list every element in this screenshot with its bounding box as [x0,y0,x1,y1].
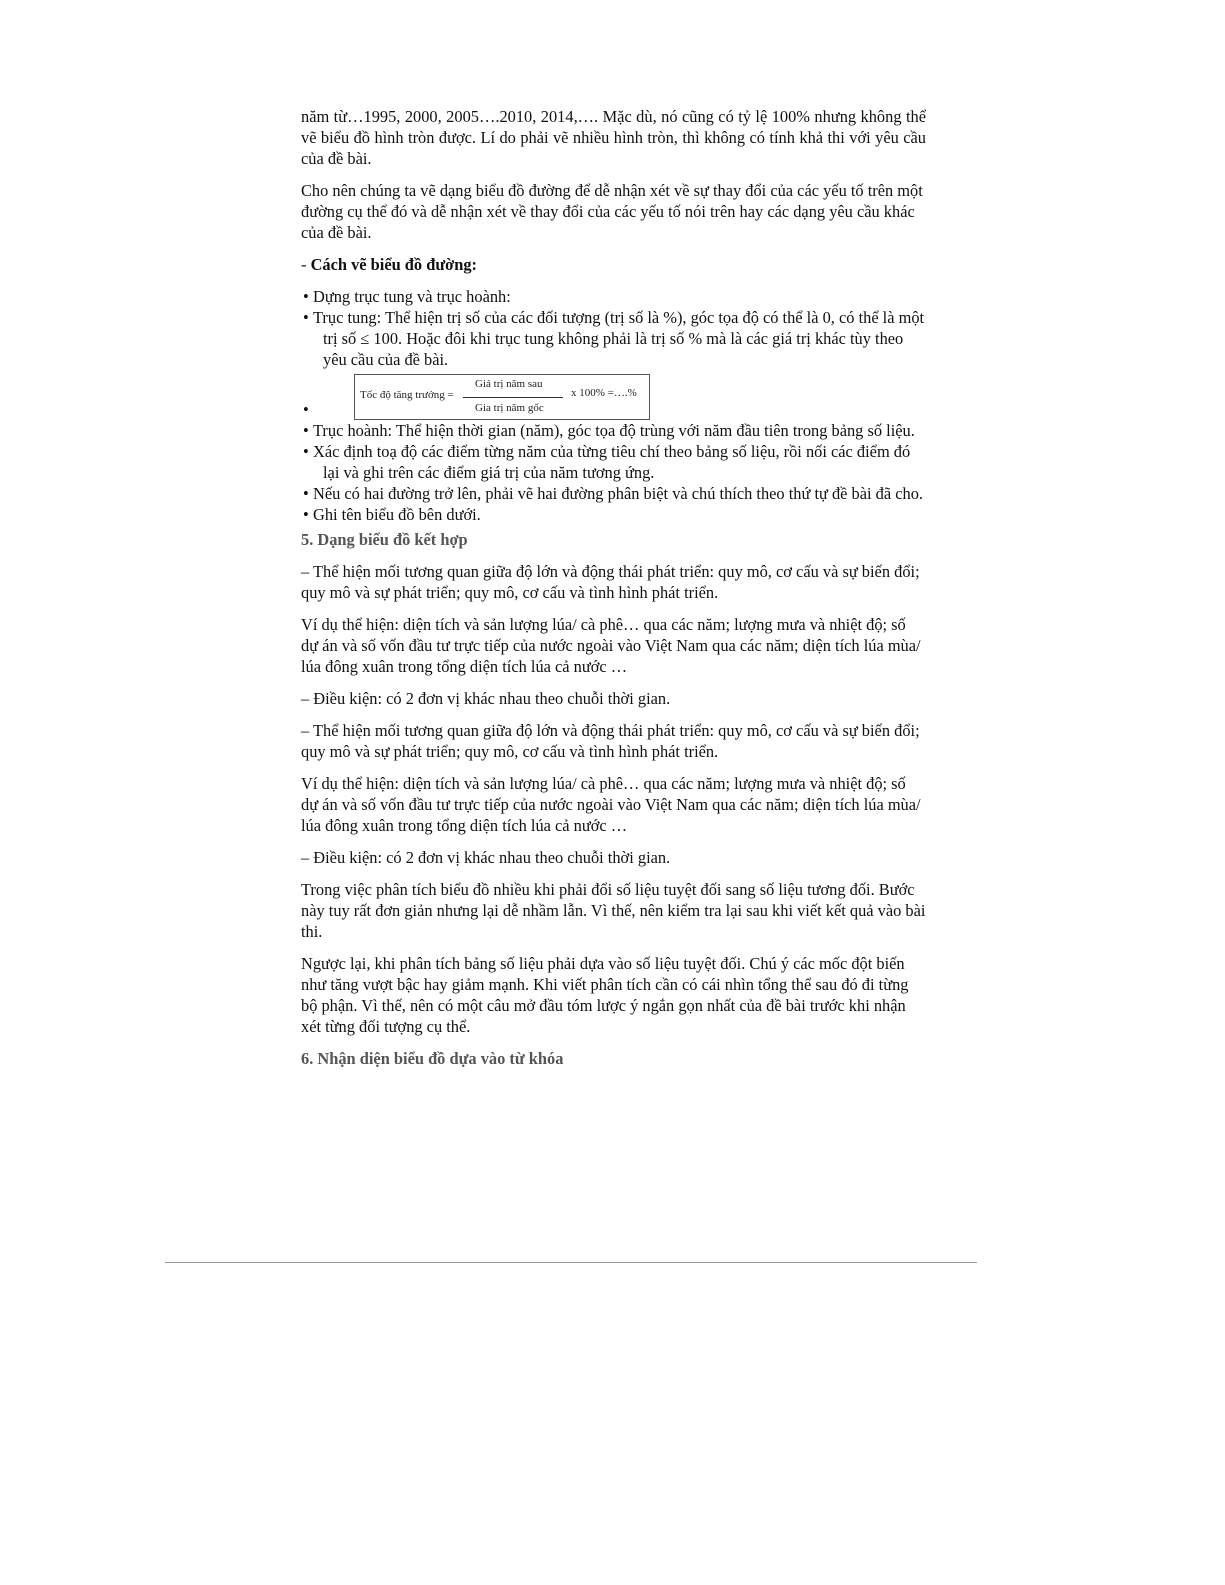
formula-list-item [293,374,926,419]
bullet-icon: • [303,287,309,306]
bullet-icon: • [303,505,309,524]
paragraph: – Thể hiện mối tương quan giữa độ lớn và động thái phát triển: quy mô, cơ cấu và sự biến đổi; quy mô và sự phát triển; quy mô, cơ cấu và tình hình phát triển. [301,562,920,602]
list-item-text: Trục tung: Thể hiện trị số của các đối tượng (trị số là %), góc tọa độ có thể là 0, có thể là một trị số ≤ 100. Hoặc đôi khi trục tung không phải là trị số % mà là các giá trị khác tùy theo yêu cầu của đề bài. [313,308,925,369]
subheading-prefix: - [301,255,311,274]
document-page [301,106,926,1080]
list-item [293,420,926,441]
growth-rate-formula [354,374,650,420]
bullet-list [301,286,926,370]
bullet-icon: • [303,308,309,327]
list-item-text: Ghi tên biểu đồ bên dưới. [313,505,481,524]
list-item [293,286,926,307]
paragraph: Cho nên chúng ta vẽ dạng biểu đồ đường để dễ nhận xét về sự thay đổi của các yếu tố trên một đường cụ thể đó và dễ nhận xét về thay đổi của các yếu tố nói trên hay các dạng yêu cầu khác của đề bài. [301,181,923,242]
list-item [293,504,926,525]
list-item [293,307,926,370]
paragraph: – Thể hiện mối tương quan giữa độ lớn và động thái phát triển: quy mô, cơ cấu và sự biến đổi; quy mô và sự phát triển; quy mô, cơ cấu và tình hình phát triển. [301,721,920,761]
fraction-bar [463,397,563,398]
bullet-icon: • [303,400,309,419]
paragraph: Ví dụ thể hiện: diện tích và sản lượng lúa/ cà phê… qua các năm; lượng mưa và nhiệt độ; số dự án và số vốn đầu tư trực tiếp của nước ngoài vào Việt Nam qua các năm; diện tích lúa mùa/ lúa đông xuân trong tổng diện tích lúa cả nước … [301,615,921,676]
list-item-text: Nếu có hai đường trở lên, phải vẽ hai đường phân biệt và chú thích theo thứ tự đề bài đã cho. [313,484,924,503]
formula-numerator: Giá trị năm sau [475,378,543,390]
list-item [293,483,926,504]
subheading-how-to-draw [301,254,926,275]
list-item-text: Xác định toạ độ các điểm từng năm của từng tiêu chí theo bảng số liệu, rồi nối các điểm đó lại và ghi trên các điểm giá trị của năm tương ứng. [313,442,911,482]
list-item [293,441,926,483]
bullet-icon: • [303,484,309,503]
page-footer-divider [165,1262,977,1263]
paragraph: – Điều kiện: có 2 đơn vị khác nhau theo chuỗi thời gian. [301,689,671,708]
paragraph: năm từ…1995, 2000, 2005….2010, 2014,…. Mặc dù, nó cũng có tỷ lệ 100% nhưng không thể vẽ biểu đồ hình tròn được. Lí do phải vẽ nhiều hình tròn, thì không có tính khả thi với yêu cầu của đề bài. [301,107,926,168]
section-heading-6: 6. Nhận diện biểu đồ dựa vào từ khóa [301,1049,564,1068]
section-heading-5: 5. Dạng biểu đồ kết hợp [301,530,468,549]
formula-denominator: Gia trị năm gốc [475,402,544,414]
formula-lhs: Tốc độ tăng trưởng = [360,389,454,401]
paragraph: Ngược lại, khi phân tích bảng số liệu phải dựa vào số liệu tuyệt đối. Chú ý các mốc đột biến như tăng vượt bậc hay giảm mạnh. Khi viết phân tích cần có cái nhìn tổng thể sau đó đi từng bộ phận. Vì thế, nên có một câu mở đầu tóm lược ý ngắn gọn nhất của đề bài trước khi nhận xét từng đối tượng cụ thể. [301,954,909,1036]
bullet-icon: • [303,442,309,461]
list-item-text: Dựng trục tung và trục hoành: [313,287,511,306]
subheading-title: Cách vẽ biểu đồ đường: [310,255,478,274]
paragraph: Ví dụ thể hiện: diện tích và sản lượng lúa/ cà phê… qua các năm; lượng mưa và nhiệt độ; số dự án và số vốn đầu tư trực tiếp của nước ngoài vào Việt Nam qua các năm; diện tích lúa mùa/ lúa đông xuân trong tổng diện tích lúa cả nước … [301,774,921,835]
bullet-icon: • [303,421,309,440]
list-item-text: Trục hoành: Thể hiện thời gian (năm), góc tọa độ trùng với năm đầu tiên trong bảng số liệu. [313,421,915,440]
paragraph: Trong việc phân tích biểu đồ nhiều khi phải đổi số liệu tuyệt đối sang số liệu tương đối. Bước này tuy rất đơn giản nhưng lại dễ nhầm lẫn. Vì thế, nên kiểm tra lại sau khi viết kết quả vào bài thi. [301,880,926,941]
formula-rhs: x 100% =….% [571,387,637,399]
bullet-list [301,420,926,525]
paragraph: – Điều kiện: có 2 đơn vị khác nhau theo chuỗi thời gian. [301,848,671,867]
